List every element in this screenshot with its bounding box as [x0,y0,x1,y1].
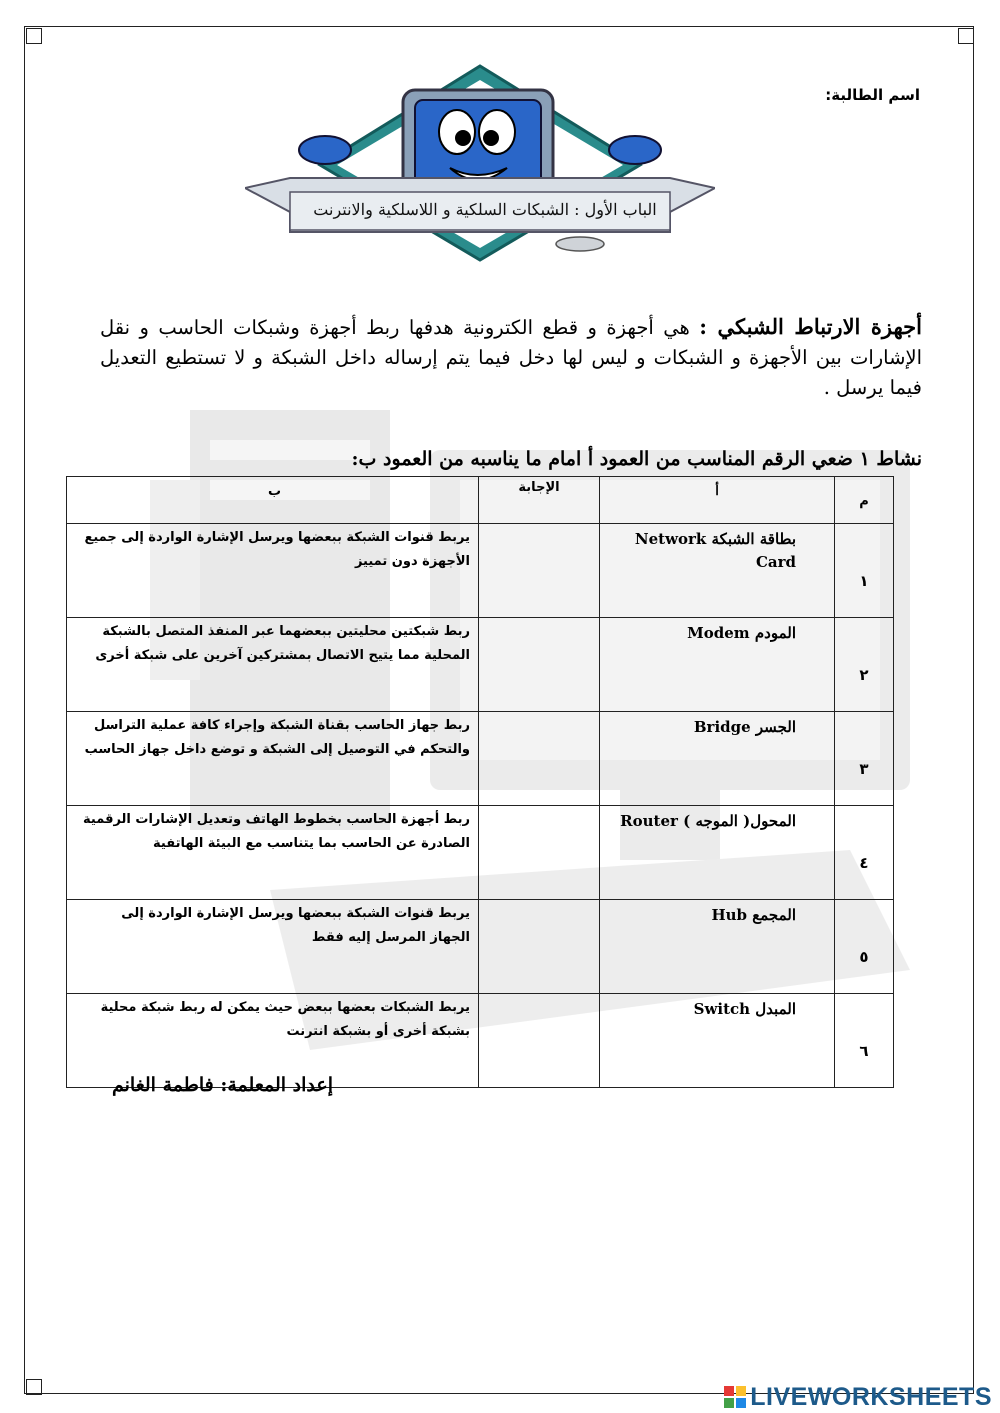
table-row [67,618,894,712]
device-description: ربط شبكتين محليتين ببعضهما عبر المنفذ المتصل بالشبكة المحلية مما يتيح الاتصال بمشتركين آخرين على شبكة أخرى [67,618,479,712]
table-row [67,524,894,618]
device-name: بطاقة الشبكة Network Card [600,524,835,618]
border-corner-ornament [26,1379,42,1395]
row-number: ٤ [835,806,894,900]
definition-paragraph [100,312,922,403]
device-name: المودم Modem [600,618,835,712]
watermark-text: LIVEWORKSHEETS [750,1382,992,1411]
row-number: ١ [835,524,894,618]
device-description: يربط قنوات الشبكة ببعضها ويرسل الإشارة الواردة إلى الجهاز المرسل إليه فقط [67,900,479,994]
table-row [67,712,894,806]
student-name-label: اسم الطالبة: [825,86,920,104]
table-header-row [67,477,894,524]
device-description: ربط أجهزة الحاسب بخطوط الهاتف وتعديل الإشارات الرقمية الصادرة عن الحاسب بما يتناسب مع البيئة الهاتفية [67,806,479,900]
row-number: ٢ [835,618,894,712]
liveworksheets-watermark [724,1383,992,1411]
row-number: ٦ [835,994,894,1088]
chapter-banner-title: الباب الأول : الشبكات السلكية و اللاسلكية والانترنت [313,200,657,219]
device-name: المجمع Hub [600,900,835,994]
chapter-banner-graphic [245,60,715,270]
border-corner-ornament [26,28,42,44]
answer-input-cell[interactable] [479,994,600,1088]
matching-table [66,476,894,1088]
device-description: يربط قنوات الشبكة ببعضها ويرسل الإشارة الواردة إلى جميع الأجهزة دون تمييز [67,524,479,618]
answer-input-cell[interactable] [479,524,600,618]
row-number: ٣ [835,712,894,806]
device-description: ربط جهاز الحاسب بقناة الشبكة وإجراء كافة عملية التراسل والتحكم في التوصيل إلى الشبكة و توضع داخل جهاز الحاسب [67,712,479,806]
definition-text: هي أجهزة و قطع الكترونية هدفها ربط أجهزة وشبكات الحاسب و نقل الإشارات بين الأجهزة و الشبكات و ليس لها دخل فيما يتم إرساله داخل الشبكة و لا تستطيع التعديل فيما يرسل . [100,316,922,399]
answer-input-cell[interactable] [479,900,600,994]
device-name: المبدل Switch [600,994,835,1088]
row-number: ٥ [835,900,894,994]
activity-title: نشاط ١ ضعي الرقم المناسب من العمود أ امام ما يناسبه من العمود ب: [351,448,922,470]
teacher-credit: إعداد المعلمة: فاطمة الغانم [112,1074,333,1096]
device-name: المحول( الموجه ) Router [600,806,835,900]
header-num: م [835,477,894,524]
definition-term: أجهزة الارتباط الشبكي : [699,314,922,339]
device-description: يربط الشبكات بعضها ببعض حيث يمكن له ربط شبكة محلية بشبكة أخرى أو بشبكة انترنت [67,994,479,1088]
answer-input-cell[interactable] [479,618,600,712]
header-answer: الإجابة [479,477,600,524]
answer-input-cell[interactable] [479,806,600,900]
header-column-a: أ [600,477,835,524]
answer-input-cell[interactable] [479,712,600,806]
border-corner-ornament [958,28,974,44]
device-name: الجسر Bridge [600,712,835,806]
header-column-b: ب [67,477,479,524]
table-row [67,900,894,994]
table-row [67,806,894,900]
liveworksheets-logo-icon [724,1386,746,1408]
